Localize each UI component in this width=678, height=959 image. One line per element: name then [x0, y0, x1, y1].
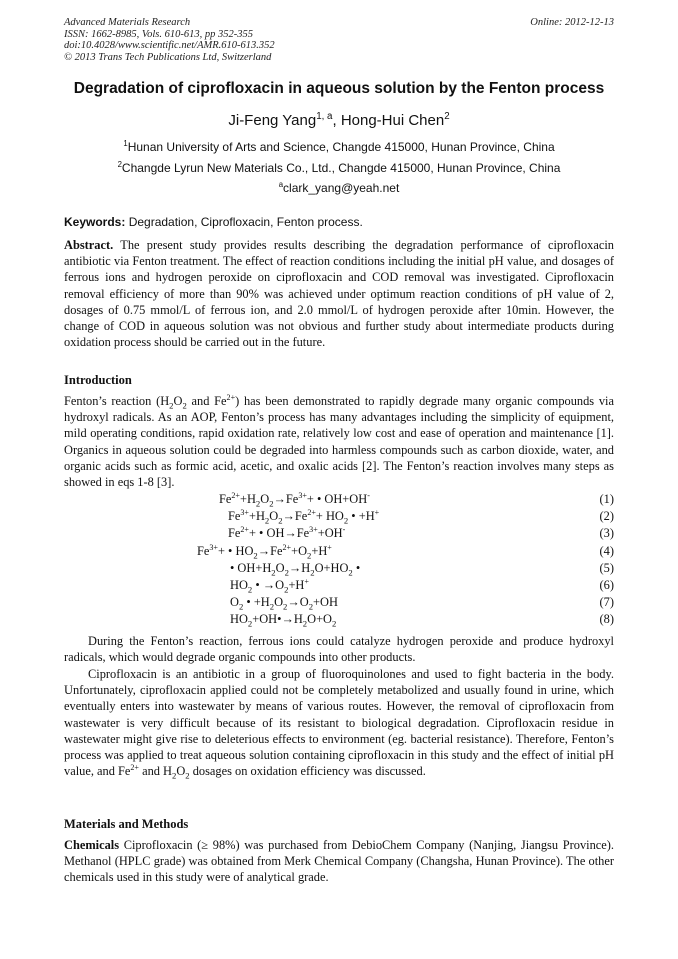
- equation-term: 2+: [240, 525, 249, 535]
- equation-term: Fe: [219, 492, 232, 506]
- intro-paragraph-3: [64, 666, 614, 779]
- equation-number: (8): [599, 612, 614, 627]
- equation-term: + • OH+OH: [306, 492, 368, 506]
- equation: [64, 544, 614, 561]
- equation-term: O: [230, 595, 239, 610]
- chemicals-text: Ciprofloxacin (≥ 98%) was purchased from DebioChem Company (Nanjing, Jiangsu Province). Methanol (HPLC grade) was obtained from Merk Chemical Company (Changsha, Hunan Province). The other chemicals used in this study were of analytical grade.: [64, 838, 614, 885]
- equation-term: O: [269, 509, 279, 524]
- doi-line: doi:10.4028/www.scientific.net/AMR.610-613.352: [64, 40, 275, 51]
- affiliation-mark: a: [278, 180, 284, 189]
- equation: [64, 595, 614, 612]
- equation: [64, 492, 614, 509]
- equation-number: (5): [599, 560, 614, 575]
- equation-term: 2: [269, 601, 275, 612]
- equation-term: +OH: [317, 526, 343, 541]
- equation-term: + • HO: [217, 543, 254, 558]
- text-run: Fenton’s reaction (H: [64, 394, 170, 408]
- equation: [64, 612, 614, 629]
- equation-term: 3+: [240, 508, 249, 518]
- equation-number: (4): [599, 543, 614, 558]
- text-run: O: [176, 764, 186, 779]
- equation-term: -: [342, 525, 346, 535]
- equation-term: 2: [269, 498, 274, 509]
- equation-term: 2+: [307, 508, 316, 518]
- equation-term: →Fe: [282, 509, 308, 524]
- text-run: and Fe: [186, 394, 227, 408]
- journal-name: Advanced Materials Research: [64, 17, 191, 28]
- equation-term: +: [374, 508, 380, 518]
- equation-term: →O: [287, 595, 309, 610]
- equation-term: 3+: [309, 525, 318, 535]
- equation-term: 2+: [231, 490, 240, 500]
- chemicals-label: Chemicals: [64, 838, 120, 852]
- equation-formula: [230, 578, 309, 593]
- intro-paragraph-1: [64, 393, 614, 490]
- equation-term: Fe: [197, 543, 210, 558]
- author-separator: ,: [332, 112, 341, 129]
- text-sub: 2: [182, 400, 187, 411]
- email-text: clark_yang@yeah.net: [283, 181, 400, 195]
- equation-term: 2: [271, 567, 276, 578]
- equation-term: +O: [291, 543, 308, 558]
- equation-term: -: [367, 490, 370, 500]
- equation-term: • OH+H: [230, 560, 272, 575]
- equation-term: 2: [302, 618, 308, 629]
- abstract-label: Abstract.: [64, 238, 114, 252]
- intro-paragraph-2: During the Fenton’s reaction, ferrous ions could catalyze hydrogen peroxide and produce hydroxyl radicals, which would degrade organic compounds into other products.: [64, 634, 614, 665]
- equation-number: (2): [599, 509, 614, 524]
- equation-formula: [230, 561, 360, 576]
- equation-term: →H: [288, 560, 311, 575]
- equation-term: 2: [255, 498, 261, 509]
- affiliation-text: Hunan University of Arts and Science, Changde 415000, Hunan Province, China: [127, 140, 555, 154]
- author-line: [0, 112, 678, 129]
- equation-term: 2: [343, 515, 349, 526]
- affiliation-2: [0, 161, 678, 175]
- equation-term: +H: [311, 543, 328, 558]
- equation-term: 2: [247, 584, 253, 595]
- equation-term: 2: [308, 601, 314, 612]
- equation-term: • →O: [252, 578, 285, 592]
- equation-term: HO: [230, 578, 248, 592]
- equation-term: 2: [278, 515, 283, 526]
- equation-term: O: [274, 595, 284, 610]
- equation-term: 2: [284, 567, 289, 578]
- text-run: ) has been demonstrated to rapidly degrade many organic compounds via hydroxyl radicals. As an AOP, Fenton’s process has many advantages including the simplicity of equipment, mild operating conditions, rapid oxidation rate, relatively low cost and ease of operation and maintenance [1]. Organics in aqueous solution could be degraded into harmless compounds such as carbon dioxide, water, and organic acids such as formic acid, acetic, and oxalic acids [2]. The Fenton’s reaction involves many steps as showed in eqs 1-8 [3].: [64, 394, 615, 490]
- equation-term: O+O: [307, 612, 333, 627]
- keywords-label: Keywords:: [64, 215, 126, 229]
- keywords-text: Degradation, Ciprofloxacin, Fenton process.: [125, 215, 363, 229]
- author-email: [0, 181, 678, 195]
- equation-term: 2: [283, 601, 288, 612]
- equation-term: • +H: [243, 595, 270, 610]
- equation-formula: [197, 544, 332, 559]
- equation: [64, 578, 614, 595]
- materials-paragraph: [64, 837, 614, 886]
- affiliation-text: Changde Lyrun New Materials Co., Ltd., Changde 415000, Hunan Province, China: [121, 161, 561, 175]
- equation-term: 3+: [298, 490, 307, 500]
- text-sup: 2+: [226, 392, 236, 402]
- equation-term: →Fe: [257, 543, 283, 558]
- author-mark: 1, a: [316, 111, 333, 122]
- equation-term: Fe: [228, 509, 241, 524]
- online-date: Online: 2012-12-13: [530, 17, 614, 28]
- running-header: [64, 17, 614, 63]
- equation-term: 2: [307, 550, 312, 561]
- equation-term: O+HO: [314, 560, 349, 575]
- equation-term: +H: [288, 578, 305, 592]
- text-run: O: [173, 394, 183, 408]
- text-run: and H: [138, 764, 173, 779]
- equation-term: +OH: [313, 595, 338, 610]
- equation-term: 2+: [282, 542, 292, 552]
- materials-heading: Materials and Methods: [64, 817, 189, 831]
- equation-term: 2: [247, 618, 253, 629]
- text-sub: 2: [185, 770, 190, 781]
- equation-term: +H: [248, 509, 265, 524]
- equation-term: 2: [348, 567, 353, 578]
- equation-number: (7): [599, 595, 614, 610]
- equation-formula: [219, 492, 370, 507]
- equation-term: 3+: [209, 542, 218, 552]
- equation-term: HO: [230, 612, 248, 627]
- equation-term: + • OH→Fe: [248, 526, 310, 541]
- equation: [64, 509, 614, 526]
- keywords: [64, 215, 614, 229]
- equation-term: + HO: [315, 509, 344, 524]
- text-run: dosages on oxidation efficiency was discussed.: [189, 764, 426, 779]
- equation-term: •: [352, 560, 361, 575]
- equation-formula: [228, 509, 379, 524]
- equation: [64, 561, 614, 578]
- text-sup: 2+: [130, 763, 139, 773]
- copyright-line: © 2013 Trans Tech Publications Ltd, Switzerland: [64, 51, 272, 63]
- equation-term: +: [304, 576, 309, 586]
- equation-term: O: [260, 492, 270, 506]
- equation-term: 2: [238, 601, 244, 612]
- equation-number: (1): [599, 492, 614, 506]
- equation-term: 2: [332, 618, 337, 629]
- author-mark: 2: [444, 111, 450, 122]
- equation-term: →Fe: [273, 492, 299, 506]
- equation-formula: [230, 612, 336, 627]
- equation-term: 2: [253, 550, 258, 561]
- equation: [64, 526, 614, 543]
- affiliation-mark: 1: [123, 139, 128, 148]
- equation-term: 2: [310, 567, 315, 578]
- equation-formula: [228, 526, 345, 541]
- equation-term: O: [275, 560, 285, 575]
- equation-number: (6): [599, 578, 614, 592]
- introduction-heading: Introduction: [64, 373, 132, 387]
- equation-term: +H: [239, 492, 256, 506]
- equation-formula: [230, 595, 338, 610]
- affiliation-mark: 2: [117, 160, 122, 169]
- author-name: Ji-Feng Yang: [228, 112, 317, 129]
- abstract: [64, 237, 614, 350]
- equation-term: • +H: [348, 509, 375, 524]
- equation-term: +OH•→H: [252, 612, 303, 627]
- equation-number: (3): [599, 526, 614, 541]
- equation-term: Fe: [228, 526, 241, 541]
- equation-term: 2: [284, 584, 289, 595]
- text-run: Ciprofloxacin is an antibiotic in a group of fluoroquinolones and used to fight bacteria in the body. Unfortunately, ciprofloxacin applied could not be completely metabolized and usually found in urine, which eventually enters into wastewater by means of various routes. However, the removal of ciprofloxacin from wastewater is very difficult because of its resistant to biological degradation. Ciprofloxacin residue in wastewater might give rise to deleterious effects to environment (eg. bacterial resistance). Therefore, Fenton’s process was applied to treat aqueous solution containing ciprofloxacin in this study and the effect of initial pH value, and Fe: [64, 667, 614, 779]
- text-sub: 2: [172, 770, 177, 781]
- text-sub: 2: [169, 400, 174, 411]
- abstract-text: The present study provides results describing the degradation performance of ciprofloxacin antibiotic via Fenton treatment. The effect of reaction conditions including the initial pH value, and dosages of ferrous ions and hydrogen peroxide on ciprofloxacin and COD removal was investigated. Ciprofloxacin removal efficiency of more than 90% was achieved under optimum reaction conditions of pH value of 2, dosages of 0.75 mmol/L of ferrous ion, and 2.0 mmol/L of hydrogen peroxide after 10min. However, the change of COD in aqueous solution was not obvious and further study about intermediate products during oxidation process should be carried out in the future.: [64, 238, 614, 350]
- equation-term: 2: [264, 515, 270, 526]
- paper-title: Degradation of ciprofloxacin in aqueous solution by the Fenton process: [73, 80, 605, 97]
- issn-line: ISSN: 1662-8985, Vols. 610-613, pp 352-355: [64, 28, 253, 40]
- equation-term: +: [327, 542, 332, 552]
- affiliation-1: [0, 140, 678, 154]
- author-name: Hong-Hui Chen: [340, 112, 445, 129]
